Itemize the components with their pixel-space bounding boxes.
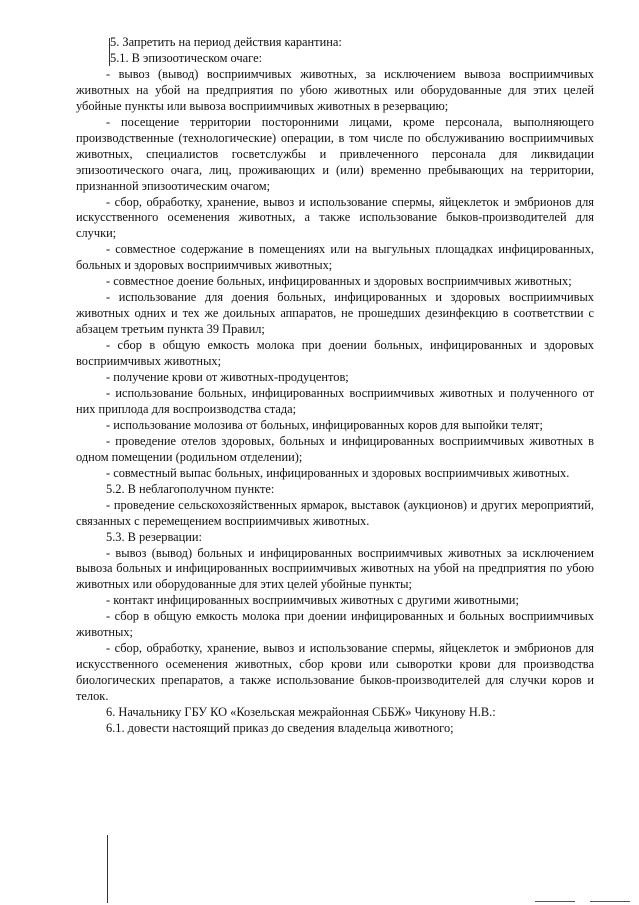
list-item: - проведение отелов здоровых, больных и инфицированных восприимчивых животных в одном помещении (родильном отделении); <box>76 433 594 464</box>
list-item: - сбор в общую емкость молока при доении инфицированных и больных восприимчивых животных; <box>76 609 594 640</box>
list-item: - совместное содержание в помещениях или на выгульных площадках инфицированных, больных и здоровых восприимчивых животных; <box>76 242 594 273</box>
list-item: - получение крови от животных-продуцентов; <box>106 370 349 385</box>
section-5-heading: 5. Запретить на период действия карантина: <box>110 35 342 49</box>
list-item: - сбор в общую емкость молока при доении больных, инфицированных и здоровых восприимчивых животных; <box>76 338 594 369</box>
list-item: - посещение территории посторонними лицами, кроме персонала, выполняющего производственные (технологические) операции, в том числе по обслуживанию восприимчивых животных, специалистов госветслужбы и привлеченного персонала для ликвидации эпизоотического очага, лиц, проживающих и (или) временно пребывающих на территории, признанной эпизоотическим очагом; <box>76 114 594 193</box>
list-item: - использование больных, инфицированных восприимчивых животных и полученного от них приплода для воспроизводства стада; <box>76 385 594 416</box>
list-item: - сбор, обработку, хранение, вывоз и использование спермы, яйцеклеток и эмбрионов для искусственного осеменения животных, сбор крови или сыворотки крови для производства биологических препаратов, а также использование быков-производителей для случки коров и телок. <box>76 641 594 704</box>
list-item: - контакт инфицированных восприимчивых животных с другими животными; <box>106 593 519 608</box>
scan-margin-line <box>107 835 108 903</box>
section-6-heading: 6. Начальнику ГБУ КО «Козельская межрайонная СББЖ» Чикунову Н.В.: <box>106 705 496 720</box>
list-item: - вывоз (вывод) больных и инфицированных восприимчивых животных за исключением вывоза больных и инфицированных восприимчивых животных на убой на предприятия по убою животных или оборудованные для этих целей убойные пункты; <box>76 545 594 592</box>
list-item: - совместное доение больных, инфицированных и здоровых восприимчивых животных; <box>106 274 572 289</box>
list-item: - использование молозива от больных, инфицированных коров для выпойки телят; <box>106 417 543 432</box>
section-5-3-heading: 5.3. В резервации: <box>106 529 203 544</box>
list-item: - вывоз (вывод) восприимчивых животных, за исключением вывоза восприимчивых животных на убой на предприятия по убою животных или оборудованные для этих целей убойные пункты или вывоза восприимчивых животных в резервацию; <box>76 66 594 113</box>
list-item: - сбор, обработку, хранение, вывоз и использование спермы, яйцеклеток и эмбрионов для искусственного осеменения животных, а также использование быков-производителей для случки; <box>76 194 594 241</box>
list-item: - совместный выпас больных, инфицированных и здоровых восприимчивых животных. <box>106 465 570 480</box>
section-5-1-heading: 5.1. В эпизоотическом очаге: <box>110 50 263 65</box>
section-6-1-item: 6.1. довести настоящий приказ до сведения владельца животного; <box>106 720 454 735</box>
list-item: - проведение сельскохозяйственных ярмарок, выставок (аукционов) и других мероприятий, связанных с перемещением восприимчивых животных. <box>76 497 594 528</box>
document-body <box>76 35 594 737</box>
section-5-2-heading: 5.2. В неблагополучном пункте: <box>106 481 275 496</box>
scan-edge-line <box>590 901 630 902</box>
list-item: - использование для доения больных, инфицированных и здоровых восприимчивых животных одних и тех же доильных аппаратов, не прошедших дезинфекцию в соответствии с абзацем третьим пункта 39 Правил; <box>76 290 594 337</box>
scan-edge-line <box>535 901 575 902</box>
